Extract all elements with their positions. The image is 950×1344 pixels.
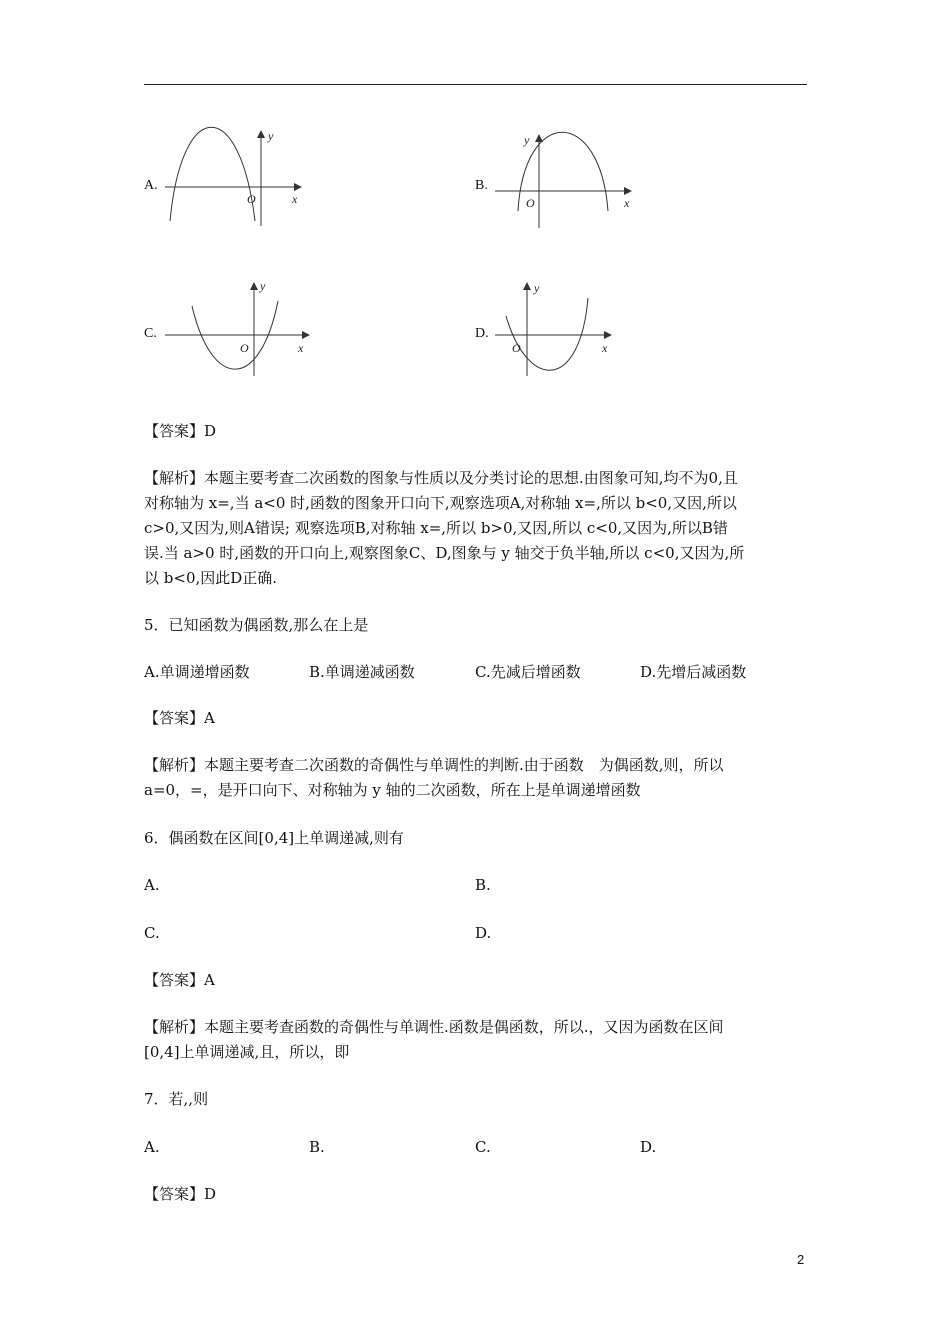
graph-a [160,126,310,231]
axis-y-label-d: y [534,281,540,295]
origin-label-d: O [512,341,521,355]
origin-label-a: O [247,192,256,206]
q5-analysis-line-2: a=0，=，是开口向下、对称轴为 y 轴的二次函数，所在上是单调递增函数 [144,781,641,799]
axis-x-label-b: x [624,196,630,210]
graph-b [490,126,640,231]
axis-x-label-a: x [292,192,298,206]
parabola-d [506,298,588,370]
q4-analysis-line-1: 【解析】本题主要考查二次函数的图象与性质以及分类讨论的思想.由图象可知,均不为0,且 [144,469,738,487]
q6-question: 6．偶函数在区间[0,4]上单调递减,则有 [144,829,404,847]
q5-option-c: C.先减后增函数 [475,663,581,681]
origin-label-b: O [526,196,535,210]
q4-analysis-line-4: 误.当 a>0 时,函数的开口向上,观察图象C、D,图象与 y 轴交于负半轴,所以 c<0,又因为,所 [144,544,745,562]
q7-question: 7．若,,则 [144,1090,209,1108]
graph-option-label-c: C. [144,326,157,341]
graph-option-label-a: A. [144,178,158,193]
graph-c [160,276,320,381]
q4-analysis-line-2: 对称轴为 x=,当 a<0 时,函数的图象开口向下,观察选项A,对称轴 x=,所以 b<0,又因,所以 [144,494,737,512]
q6-answer: 【答案】A [144,971,215,989]
header-rule [144,84,807,85]
axis-y-label-a: y [268,129,274,143]
parabola-a [170,127,255,221]
q5-question: 5．已知函数为偶函数,那么在上是 [144,616,369,634]
q6-analysis-line-2: [0,4]上单调递减,且，所以，即 [144,1043,350,1061]
q7-option-a: A. [144,1138,160,1156]
q4-analysis-line-3: c>0,又因为,则A错误; 观察选项B,对称轴 x=,所以 b>0,又因,所以 c<0,又因为,所以B错 [144,519,728,537]
graph-option-label-d: D. [475,326,489,341]
q6-option-b: B. [475,876,491,894]
q5-analysis-line-1: 【解析】本题主要考查二次函数的奇偶性与单调性的判断.由于函数 为偶函数,则，所以 [144,756,724,774]
origin-label-c: O [240,341,249,355]
q7-option-c: C. [475,1138,491,1156]
q5-option-b: B.单调递减函数 [309,663,415,681]
axis-x-label-c: x [298,341,304,355]
q6-option-c: C. [144,924,160,942]
q7-option-b: B. [309,1138,325,1156]
q5-answer: 【答案】A [144,709,215,727]
q4-analysis-line-5: 以 b<0,因此D正确. [144,569,278,587]
q5-option-d: D.先增后减函数 [640,663,747,681]
q7-answer: 【答案】D [144,1185,217,1203]
graph-d [490,276,640,381]
q5-option-a: A.单调递增函数 [144,663,250,681]
q6-option-d: D. [475,924,492,942]
q6-analysis-line-1: 【解析】本题主要考查函数的奇偶性与单调性.函数是偶函数，所以.，又因为函数在区间 [144,1018,724,1036]
axis-x-label-d: x [602,341,608,355]
q7-option-d: D. [640,1138,657,1156]
q4-answer: 【答案】D [144,422,217,440]
axis-y-label-b: y [524,133,530,147]
axis-y-label-c: y [260,279,266,293]
graph-option-label-b: B. [475,178,488,193]
page-number: 2 [797,1252,805,1267]
q6-option-a: A. [144,876,160,894]
